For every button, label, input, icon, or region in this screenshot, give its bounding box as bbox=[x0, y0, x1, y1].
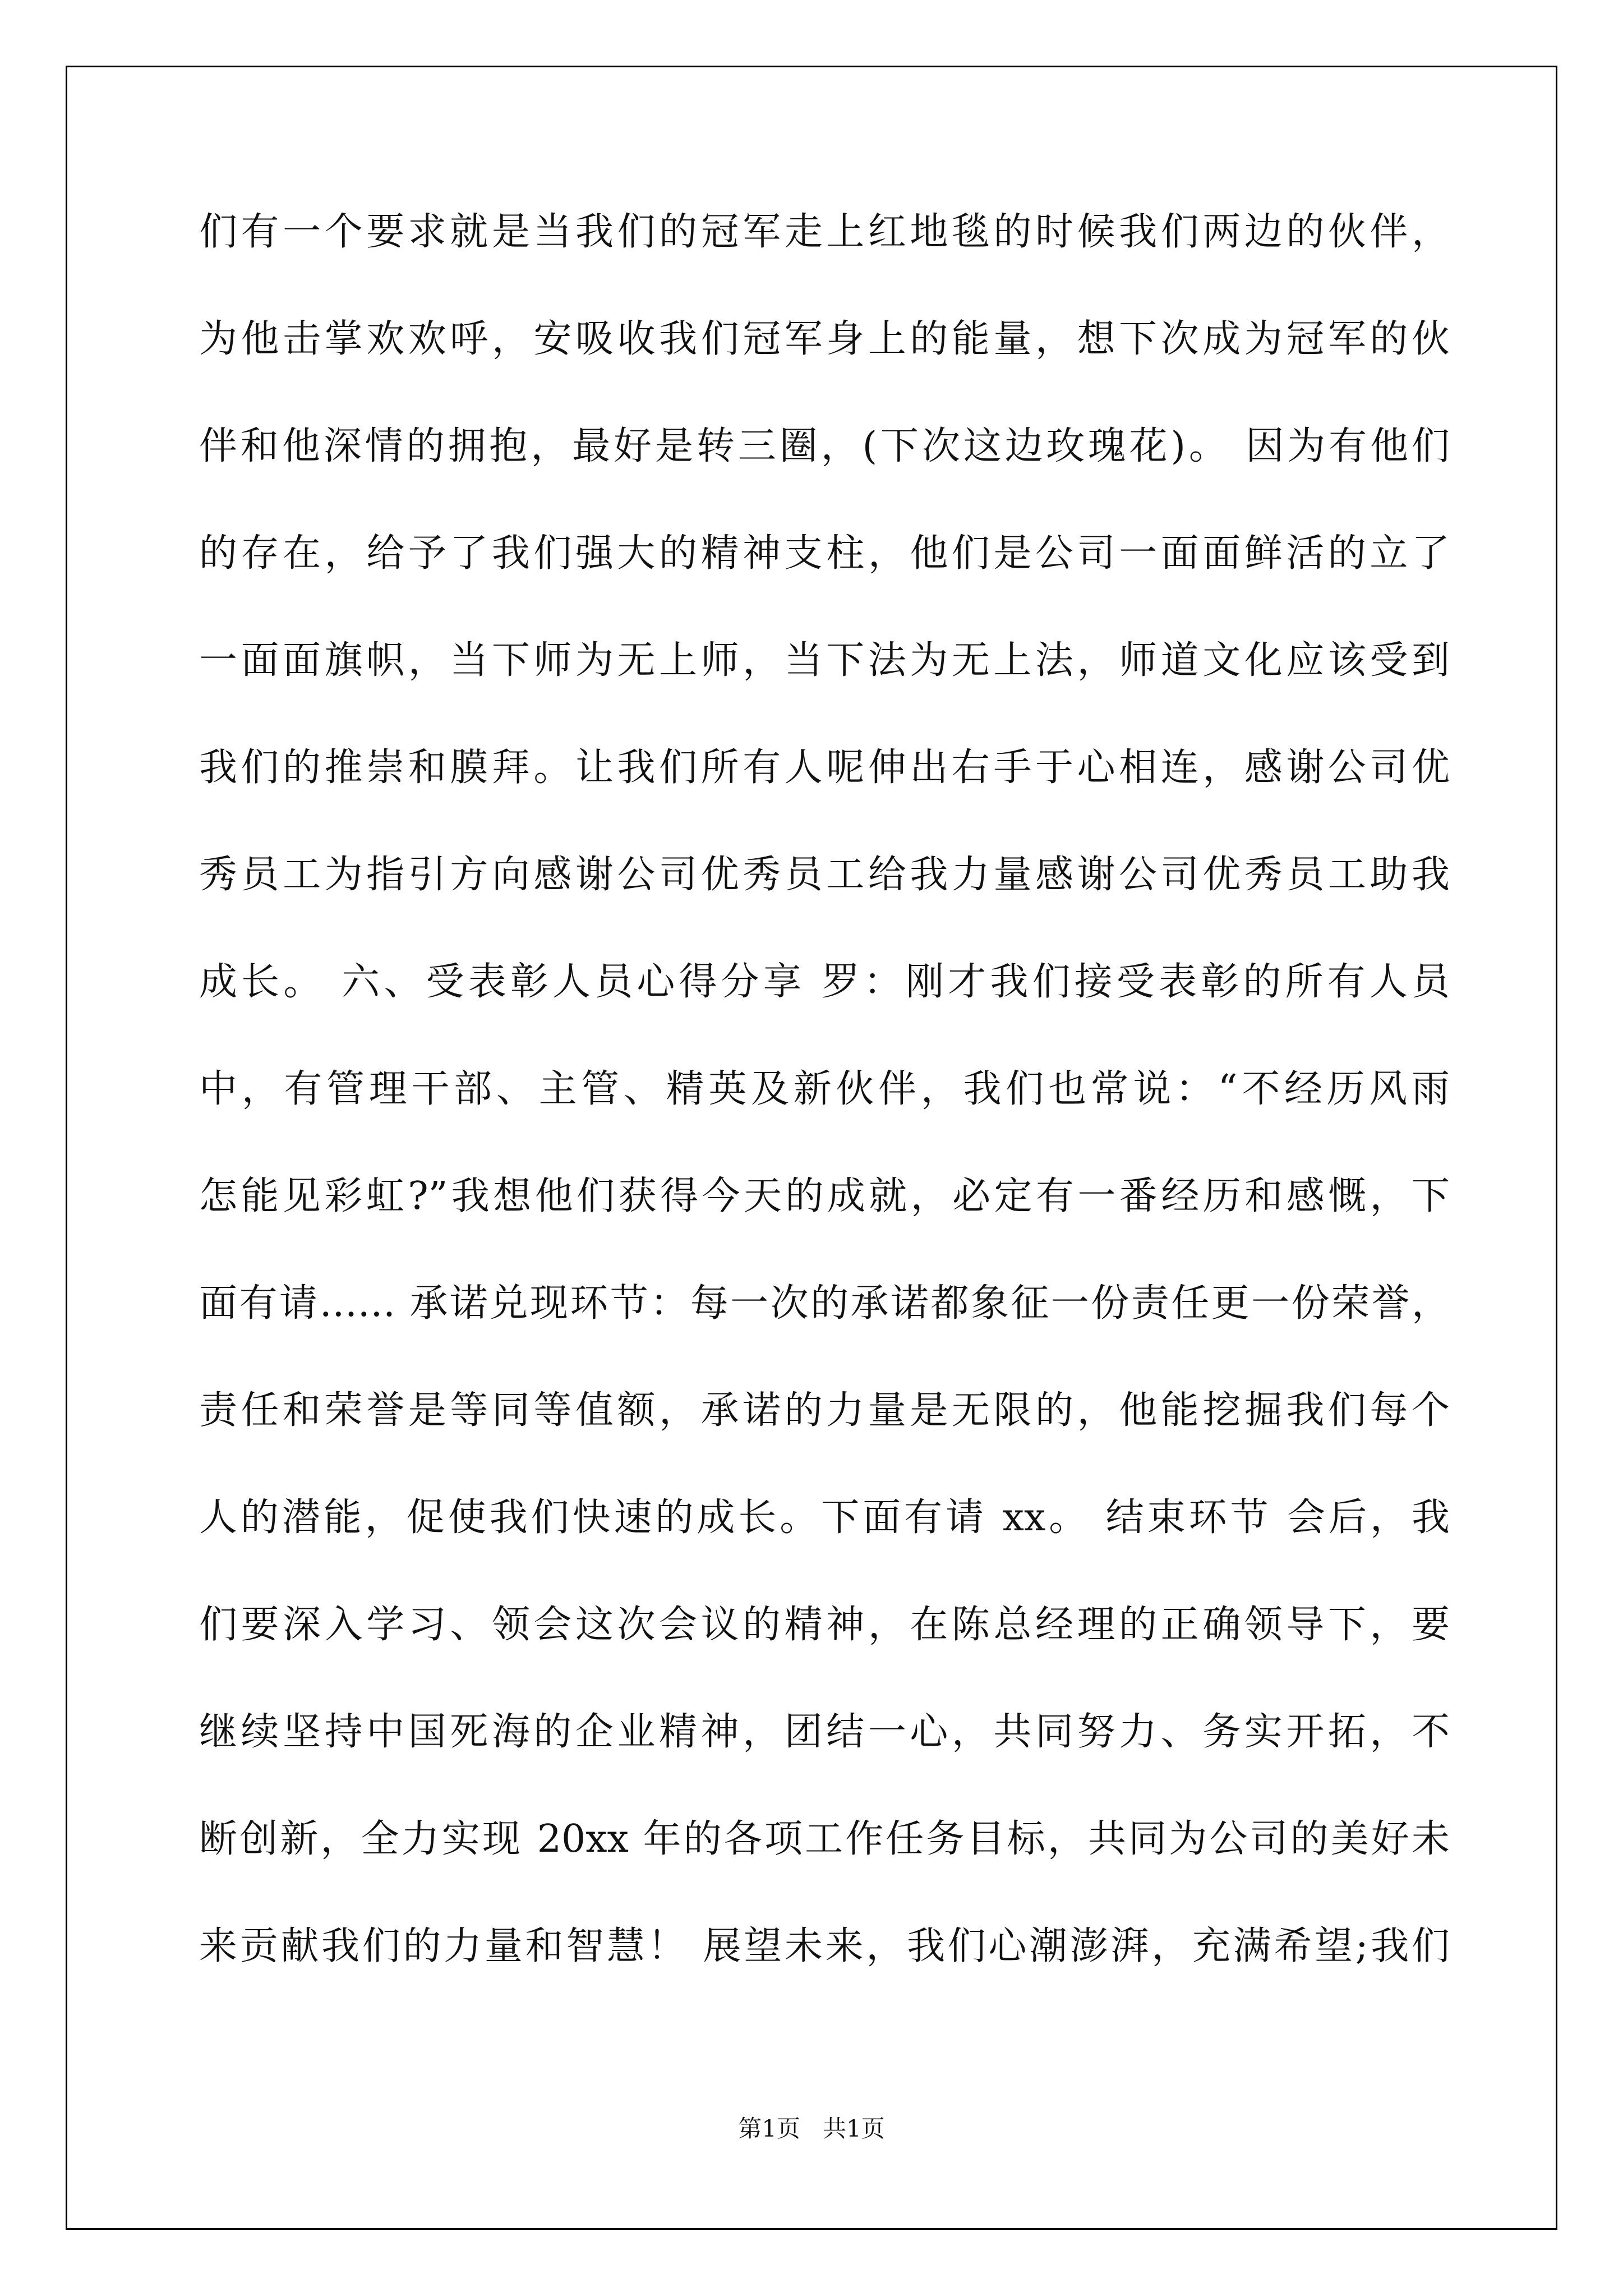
text-line: 来贡献我们的力量和智慧！ 展望未来，我们心潮澎湃，充满希望;我们 bbox=[199, 1924, 1450, 1968]
page-border bbox=[66, 66, 1557, 2230]
text-line: 秀员工为指引方向感谢公司优秀员工给我力量感谢公司优秀员工助我 bbox=[199, 853, 1450, 897]
text-line: 的存在，给予了我们强大的精神支柱，他们是公司一面面鲜活的立了 bbox=[199, 531, 1450, 576]
text-line: 们要深入学习、领会这次会议的精神，在陈总经理的正确领导下，要 bbox=[199, 1603, 1450, 1647]
text-line: 继续坚持中国死海的企业精神，团结一心，共同努力、务实开拓，不 bbox=[199, 1710, 1450, 1754]
text-line: 中，有管理干部、主管、精英及新伙伴，我们也常说：“不经历风雨 bbox=[199, 1067, 1450, 1111]
text-line: 为他击掌欢欢呼，安吸收我们冠军身上的能量，想下次成为冠军的伙 bbox=[199, 317, 1450, 361]
text-line: 人的潜能，促使我们快速的成长。下面有请 xx。 结束环节 会后，我 bbox=[199, 1496, 1450, 1540]
text-line: 面有请…… 承诺兑现环节：每一次的承诺都象征一份责任更一份荣誉， bbox=[199, 1281, 1450, 1326]
text-line: 伴和他深情的拥抱，最好是转三圈，(下次这边玫瑰花)。 因为有他们 bbox=[199, 424, 1450, 468]
text-line: 怎能见彩虹?”我想他们获得今天的成就，必定有一番经历和感慨，下 bbox=[199, 1174, 1450, 1218]
text-line: 们有一个要求就是当我们的冠军走上红地毯的时候我们两边的伙伴， bbox=[199, 210, 1450, 254]
page-footer: 第1页 共1页 bbox=[738, 2115, 885, 2142]
text-line: 责任和荣誉是等同等值额，承诺的力量是无限的，他能挖掘我们每个 bbox=[199, 1388, 1450, 1433]
text-line: 成长。 六、受表彰人员心得分享 罗：刚才我们接受表彰的所有人员 bbox=[199, 960, 1450, 1004]
text-line: 我们的推崇和膜拜。让我们所有人呢伸出右手于心相连，感谢公司优 bbox=[199, 746, 1450, 790]
text-line: 断创新，全力实现 20xx 年的各项工作任务目标，共同为公司的美好未 bbox=[199, 1817, 1450, 1861]
text-line: 一面面旗帜，当下师为无上师，当下法为无上法，师道文化应该受到 bbox=[199, 638, 1450, 683]
